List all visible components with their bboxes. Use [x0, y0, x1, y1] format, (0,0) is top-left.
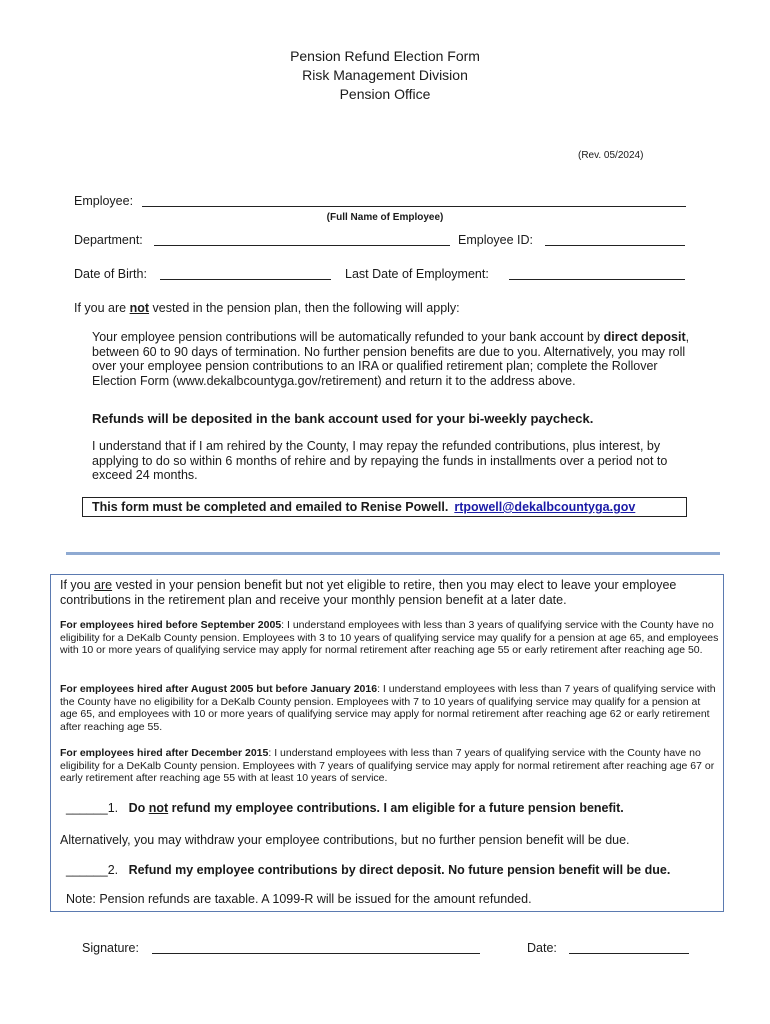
eligibility-after-2015: For employees hired after December 2015: I understand employees with less than 7 years of qualifying service with the County have no eligibility for a DeKalb County pension. Employees with 7 years of qualifying service may apply for normal retirement after reaching age 67 or early retirement after reaching age 55 with at least 10 years of service.	[60, 747, 715, 784]
employee-id-label: Employee ID:	[458, 233, 534, 247]
date-line[interactable]	[569, 953, 689, 954]
signature-line[interactable]	[152, 953, 480, 954]
option-2[interactable]: ______2. Refund my employee contributions by direct deposit. No future pension benefit will be due.	[66, 863, 671, 877]
last-date-label: Last Date of Employment:	[345, 267, 489, 281]
tax-note: Note: Pension refunds are taxable. A 1099-R will be issued for the amount refunded.	[66, 892, 532, 906]
eligibility-2005-2016: For employees hired after August 2005 but before January 2016: I understand employees with less than 7 years of qualifying service with the County have no eligibility for a DeKalb County pension. Employees with 7 to 10 years of qualifying service may qualify for a pension at age 65, and employees with 10 or more years of qualifying service may apply for normal retirement after reaching age 62 or early retirement after reaching age 55.	[60, 683, 716, 733]
vested-intro: If you are vested in your pension benefit but not yet eligible to retire, then you may elect to leave your employee contributions in the retirement plan and receive your monthly pension benefit at a later date.	[60, 578, 677, 607]
department-label: Department:	[74, 233, 143, 247]
email-instruction: This form must be completed and emailed to Renise Powell.	[92, 500, 449, 514]
eligibility-before-2005: For employees hired before September 2005: I understand employees with less than 3 years of qualifying service with the County have no eligibility for a DeKalb County pension. Employees with 3 to 10 years of qualifying service may qualify for a pension at age 65, and employees with 10 or more years of qualifying service may apply for normal retirement after reaching age 55 or early retirement after reaching age 50.	[60, 619, 719, 656]
last-date-line[interactable]	[509, 279, 685, 280]
dob-line[interactable]	[160, 279, 331, 280]
option-2-blank[interactable]: ______	[66, 863, 108, 877]
not-vested-intro: If you are not vested in the pension plan, then the following will apply:	[74, 301, 460, 315]
office-name: Pension Office	[339, 86, 431, 102]
refund-explanation: Your employee pension contributions will be automatically refunded to your bank account by direct deposit, between 60 to 90 days of termination. No further pension benefits are due to you. Alternatively, you may roll over your employee pension contributions to an IRA or qualified retirement plan; complete the Rollover Election Form (www.dekalbcountyga.gov/retirement) and return it to the address above.	[92, 330, 690, 388]
revision-date: (Rev. 05/2024)	[578, 150, 644, 161]
deposit-note: Refunds will be deposited in the bank account used for your bi-weekly paycheck.	[92, 411, 594, 426]
withdraw-alternative: Alternatively, you may withdraw your employee contributions, but no further pension benefit will be due.	[60, 833, 630, 847]
date-label: Date:	[527, 941, 557, 955]
signature-label: Signature:	[82, 941, 139, 955]
division-name: Risk Management Division	[302, 67, 468, 83]
employee-name-line[interactable]	[142, 206, 686, 207]
option-1[interactable]: ______1. Do not refund my employee contributions. I am eligible for a future pension benefit.	[66, 801, 624, 815]
employee-label: Employee:	[74, 194, 134, 208]
option-1-blank[interactable]: ______	[66, 801, 108, 815]
form-header	[0, 47, 770, 104]
section-divider	[66, 552, 720, 555]
email-instruction-box	[82, 497, 687, 517]
department-line[interactable]	[154, 245, 450, 246]
are-emphasis: are	[94, 578, 113, 592]
employee-sublabel: (Full Name of Employee)	[326, 212, 444, 223]
not-emphasis: not	[129, 301, 150, 315]
employee-id-line[interactable]	[545, 245, 685, 246]
dob-label: Date of Birth:	[74, 267, 147, 281]
rehire-repayment-text: I understand that if I am rehired by the County, I may repay the refunded contributions, plus interest, by applying to do so within 6 months of rehire and by repaying the funds in installments over a period not to exceed 24 months.	[92, 439, 668, 482]
form-title: Pension Refund Election Form	[290, 48, 480, 64]
email-link[interactable]: rtpowell@dekalbcountyga.gov	[454, 500, 636, 514]
